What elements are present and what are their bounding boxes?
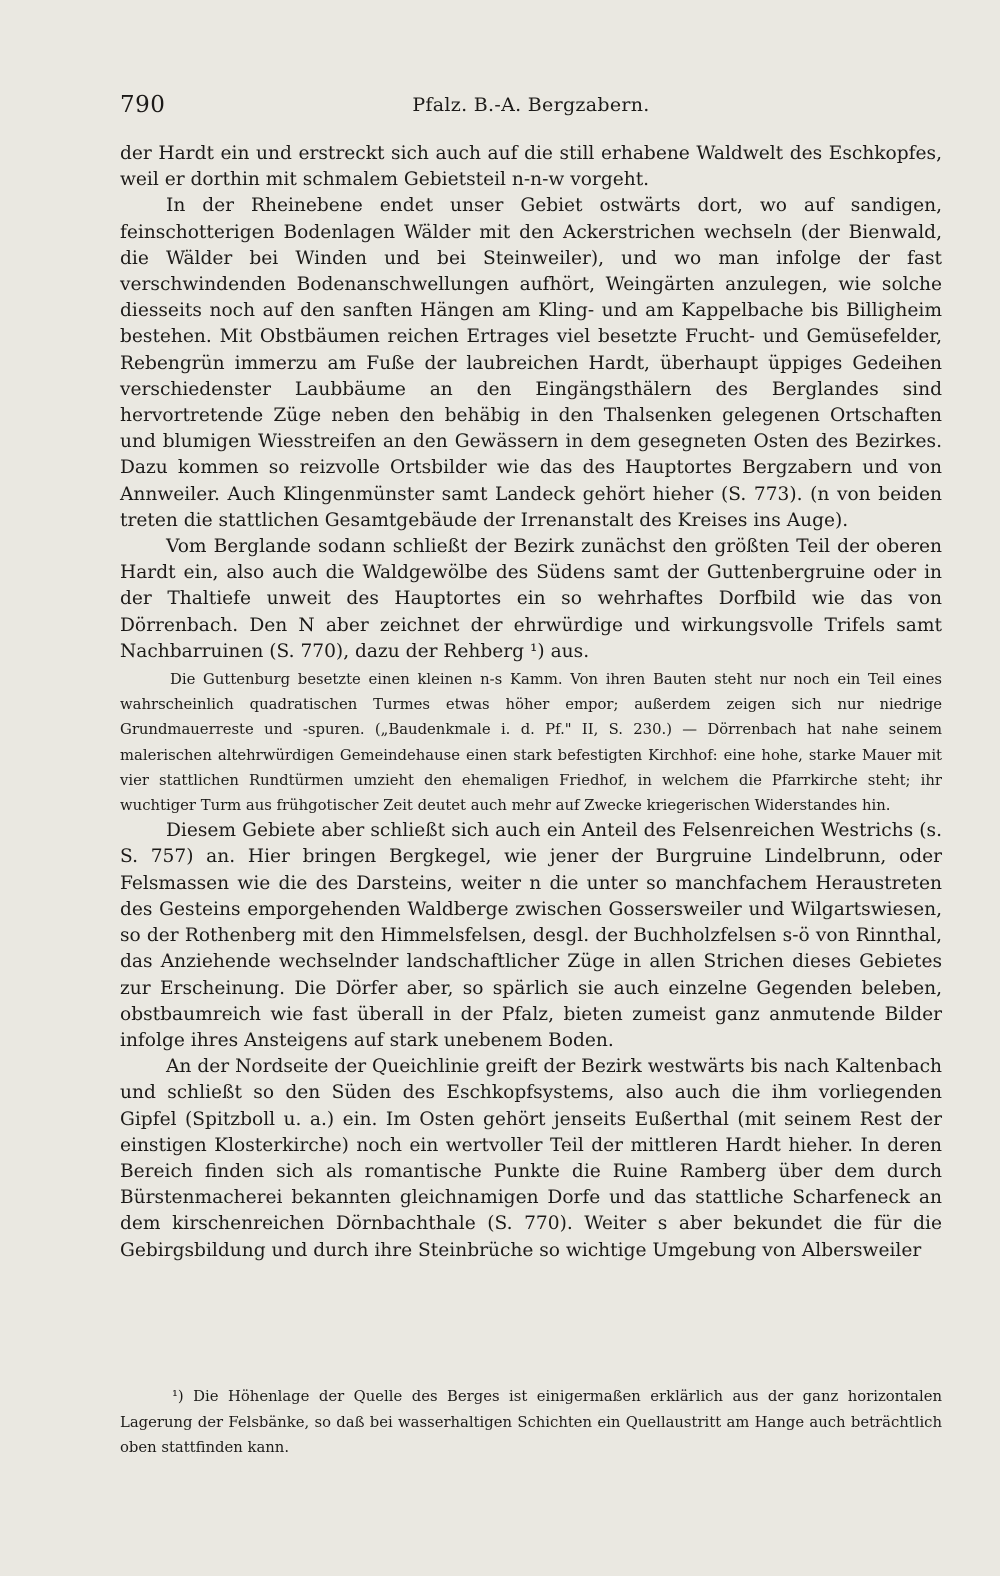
page-header — [120, 92, 942, 128]
footnote — [120, 1384, 942, 1461]
paragraph-3: Vom Berglande sodann schließt der Bezirk zunächst den größten Teil der oberen Hardt ein, also auch die Waldgewölbe des Südens samt der Guttenbergruine oder in der Thaltiefe unweit des Hauptortes ein so wehrhaftes Dorfbild wie das von Dörrenbach. Den N aber zeichnet der ehrwürdige und wirkungsvolle Trifels samt Nachbarruinen (S. 770), dazu der Rehberg ¹) aus. — [120, 536, 942, 662]
page-number: 790 — [120, 92, 166, 118]
body-text — [120, 141, 942, 1264]
paragraph-2: In der Rheinebene endet unser Gebiet ostwärts dort, wo auf sandigen, feinschotterigen Bodenlagen Wälder mit den Ackerstrichen wechseln (der Bienwald, die Wälder bei Winden und bei Steinweiler), und wo man infolge der fast verschwindenden Bodenanschwellungen aufhört, Weingärten anzulegen, wie solche diesseits noch auf den sanften Hängen am Kling- und am Kappelbache bis Billigheim bestehen. Mit Obstbäumen reichen Ertrages viel besetzte Frucht- und Gemüsefelder, Rebengrün immerzu am Fuße der laubreichen Hardt, überhaupt üppiges Gedeihen verschiedenster Laubbäume an den Eingängsthälern des Berglandes sind hervortretende Züge neben den behäbig in den Thalsenken gelegenen Ortschaften und blumigen Wiesstreifen an den Gewässern in dem gesegneten Osten des Bezirkes. Dazu kommen so reizvolle Ortsbilder wie das des Hauptortes Bergzabern und von Annweiler. Auch Klingenmünster samt Landeck gehört hieher (S. 773). (n von beiden treten die stattlichen Gesamtgebäude der Irrenanstalt des Kreises ins Auge). — [120, 195, 942, 531]
footnote-text: ¹) Die Höhenlage der Quelle des Berges ist einigermaßen erklärlich aus der ganz horizontalen Lagerung der Felsbänke, so daß bei wasserhaltigen Schichten ein Quellaustritt am Hange auch beträchtlich oben stattfinden kann. — [120, 1388, 942, 1456]
small-print-note: Die Guttenburg besetzte einen kleinen n-s Kamm. Von ihren Bauten steht nur noch ein Teil eines wahrscheinlich quadratischen Turmes etwas höher empor; außerdem zeigen sich nur niedrige Grundmauerreste und -spuren. („Baudenkmale i. d. Pf." II, S. 230.) — Dörrenbach hat nahe seinem malerischen altehrwürdigen Gemeindehause einen stark befestigten Kirchhof: eine hohe, starke Mauer mit vier stattlichen Rundtürmen umzieht den ehemaligen Friedhof, in welchem die Pfarrkirche steht; ihr wuchtiger Turm aus frühgotischer Zeit deutet auch mehr auf Zwecke kriegerischen Widerstandes hin. — [120, 671, 942, 815]
paragraph-1: der Hardt ein und erstreckt sich auch auf die still erhabene Waldwelt des Eschkopfes, weil er dorthin mit schmalem Gebietsteil n-n-w vorgeht. — [120, 143, 942, 191]
paragraph-5: An der Nordseite der Queichlinie greift der Bezirk westwärts bis nach Kaltenbach und schließt so den Süden des Eschkopfsystems, also auch die ihm vorliegenden Gipfel (Spitzboll u. a.) ein. Im Osten gehört jenseits Eußerthal (mit seinem Rest der einstigen Klosterkirche) noch ein wertvoller Teil der mittleren Hardt hieher. In deren Bereich finden sich als romantische Punkte die Ruine Ramberg über dem durch Bürstenmacherei bekannten gleichnamigen Dorfe und das stattliche Scharfeneck an dem kirschenreichen Dörnbachthale (S. 770). Weiter s aber bekundet die für die Gebirgsbildung und durch ihre Steinbrüche so wichtige Umgebung von Albersweiler — [120, 1056, 942, 1261]
paragraph-4: Diesem Gebiete aber schließt sich auch ein Anteil des Felsenreichen Westrichs (s. S. 757) an. Hier bringen Bergkegel, wie jener der Burgruine Lindelbrunn, oder Felsmassen wie die des Darsteins, weiter n die unter so manchfachem Heraustreten des Gesteins emporgehenden Waldberge zwischen Gossersweiler und Wilgartswiesen, so der Rothenberg mit den Himmelsfelsen, desgl. der Buchholzfelsen s-ö von Rinnthal, das Anziehende wechselnder landschaftlicher Züge in allen Strichen dieses Gebietes zur Erscheinung. Die Dörfer aber, so spärlich sie auch einzelne Gegenden beleben, obstbaumreich wie fast überall in der Pfalz, bieten zumeist ganz anmutende Bilder infolge ihres Ansteigens auf stark unebenem Boden. — [120, 820, 942, 1051]
running-head: Pfalz. B.-A. Bergzabern. — [412, 94, 650, 116]
